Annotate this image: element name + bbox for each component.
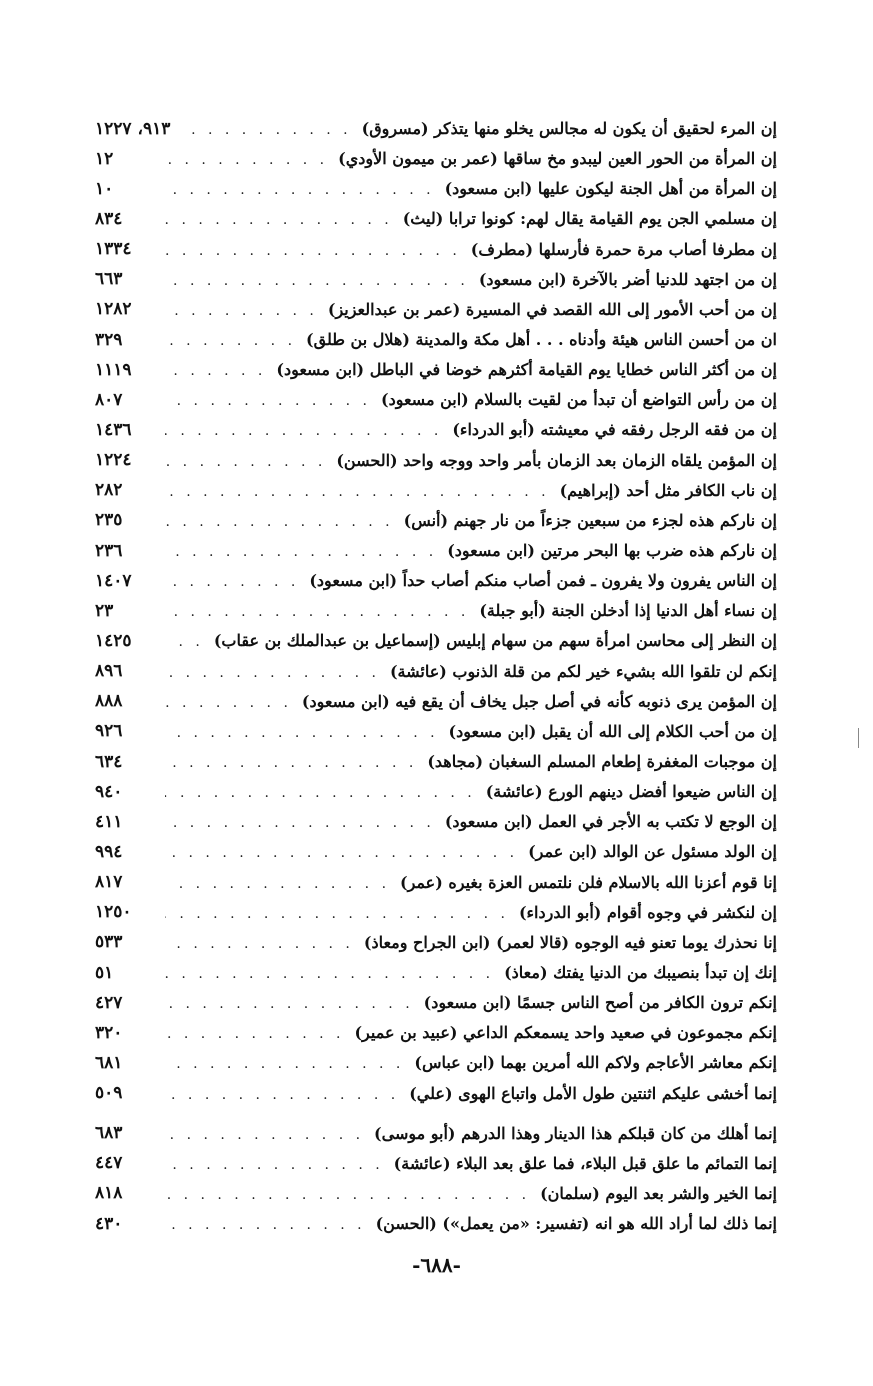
entry-text: إن من رأس التواضع أن تبدأ من لقيت بالسلام (ابن مسعود): [381, 390, 777, 410]
entry-page-ref: ٥١: [95, 962, 114, 983]
entry-page-ref: ٢٣٦: [95, 540, 123, 561]
index-entry: [95, 898, 777, 928]
index-entry: [95, 958, 777, 988]
dot-leader: [165, 242, 461, 258]
entry-page-ref: ١٢٥٠: [95, 902, 132, 923]
index-entry: [95, 747, 777, 777]
index-entry: [95, 235, 777, 265]
entry-text: إن الولد مسئول عن الوالد (ابن عمر): [528, 842, 777, 862]
dot-leader: [165, 211, 393, 227]
dot-leader: [165, 513, 394, 529]
entry-text: إنك إن تبدأ بنصيبك من الدنيا يفتك (معاذ): [504, 963, 777, 982]
entry-text: إنكم معاشر الأعاجم ولاكم الله أمرين بهما (ابن عباس): [414, 1053, 777, 1073]
index-entry: [95, 325, 777, 355]
entry-page-ref: ١٠: [95, 178, 114, 199]
entry-text: إن الناس يفرون ولا يفرون ـ فمن أصاب منكم أصاب حداً (ابن مسعود): [309, 571, 777, 591]
scan-edge-mark: [858, 728, 859, 748]
dot-leader: [165, 362, 266, 378]
entry-page-ref: ٢٨٢: [95, 480, 123, 501]
entry-text: إنما التمائم ما علق قبل البلاء، فما علق بعد البلاء (عائشة): [393, 1153, 777, 1173]
index-entry: [95, 928, 777, 958]
dot-leader: [165, 1086, 399, 1102]
entry-text: إن المؤمن يلقاه الزمان بعد الزمان بأمر واحد ووجه واحد (الحسن): [336, 450, 777, 470]
entry-text: إن مطرفا أصاب مرة حمرة فأرسلها (مطرف): [470, 239, 777, 259]
entry-page-ref: ٩٢٦: [95, 721, 123, 742]
entry-page-ref: ٨١٧: [95, 872, 123, 893]
entry-text: إنكم لن تلقوا الله بشيء خير لكم من قلة الذنوب (عائشة): [389, 661, 777, 681]
entry-page-ref: ٤١١: [95, 811, 123, 832]
index-entry: [95, 174, 777, 204]
entry-page-ref: ٩٩٤: [95, 841, 123, 862]
dot-leader: [165, 453, 326, 469]
entry-page-ref: ٣٢٩: [95, 329, 123, 350]
dot-leader: [165, 633, 204, 649]
index-entry: [95, 355, 777, 385]
entry-text: إن المؤمن يرى ذنوبه كأنه في أصل جبل يخاف أن يقع فيه (ابن مسعود): [301, 691, 777, 711]
dot-leader: [165, 392, 371, 408]
page-number: -٦٨٨-: [412, 1253, 461, 1277]
entry-page-ref: ١١١٩: [95, 359, 132, 380]
index-entry: [95, 807, 777, 837]
index-entry: [95, 1048, 777, 1078]
index-entry: [95, 1179, 777, 1209]
entry-page-ref: ٢٣: [95, 600, 114, 621]
index-entry: [95, 1018, 777, 1048]
index-entry: [95, 596, 777, 626]
index-entry: [95, 988, 777, 1018]
dot-leader: [165, 905, 509, 921]
entry-page-ref: ١٤٣٦: [95, 419, 132, 440]
entry-page-ref: ٢٣٥: [95, 510, 123, 531]
entry-text: إن من فقه الرجل رفقه في معيشته (أبو الدرداء): [452, 420, 777, 440]
entry-text: إنما ذلك لما أراد الله هو انه (تفسير: «من يعمل») (الحسن): [375, 1214, 777, 1234]
entry-page-ref: ١٤٠٧: [95, 570, 132, 591]
entry-text: إنما أهلك من كان قبلكم هذا الدينار وهذا الدرهم (أبو موسى): [374, 1123, 777, 1143]
index-entry: [95, 837, 777, 867]
entry-text: إن مسلمي الجن يوم القيامة يقال لهم: كونوا ترابا (ليث): [402, 209, 777, 229]
dot-leader: [165, 151, 328, 167]
index-entry: [95, 295, 777, 325]
dot-leader: [165, 814, 435, 830]
dot-leader: [165, 573, 299, 589]
entry-text: إن المرأة من الحور العين ليبدو مخ ساقها (عمر بن ميمون الأودي): [338, 149, 777, 169]
index-entry: [95, 476, 777, 506]
entry-text: إنما أخشى عليكم اثنتين طول الأمل واتباع الهوى (علي): [409, 1083, 777, 1103]
index-entry: [95, 506, 777, 536]
index-entry: [95, 385, 777, 415]
entry-text: إنكم مجموعون في صعيد واحد يسمعكم الداعي (عبيد بن عمير): [354, 1023, 777, 1043]
dot-leader: [165, 1156, 384, 1172]
index-entry: [95, 868, 777, 898]
dot-leader: [165, 1186, 530, 1202]
index-entry: [95, 687, 777, 717]
index-entry: [95, 777, 777, 807]
dot-leader: [165, 272, 469, 288]
entry-page-ref: ٥٠٩: [95, 1083, 123, 1104]
dot-leader: [165, 483, 550, 499]
index-entry: [95, 204, 777, 234]
dot-leader: [165, 1055, 404, 1071]
entry-page-ref: ٨١٨: [95, 1183, 123, 1204]
entry-text: إن ناب الكافر مثل أحد (إبراهيم): [559, 480, 777, 500]
entry-text: إن المرأة من أهل الجنة ليكون عليها (ابن مسعود): [444, 179, 777, 199]
index-entry: [95, 144, 777, 174]
entry-page-ref: ٤٤٧: [95, 1153, 123, 1174]
dot-leader: [165, 302, 318, 318]
dot-leader: [180, 121, 351, 137]
entry-page-ref: ١٢٢٤: [95, 450, 132, 471]
dot-leader: [165, 875, 390, 891]
dot-leader: [165, 965, 494, 981]
index-entry: [95, 415, 777, 445]
entry-page-ref: ٨٣٤: [95, 208, 123, 229]
dot-leader: [165, 1025, 344, 1041]
dot-leader: [165, 784, 476, 800]
entry-page-ref: ٦٣٤: [95, 751, 123, 772]
dot-leader: [165, 935, 354, 951]
entry-page-ref: ٦٨١: [95, 1052, 123, 1073]
dot-leader: [165, 332, 296, 348]
index-list: [95, 114, 777, 1239]
entry-page-ref: ١٢٨٢: [95, 299, 132, 320]
entry-page-ref: ٤٣٠: [95, 1213, 123, 1234]
entry-page-ref: ٨٩٦: [95, 661, 123, 682]
index-entry: [95, 1149, 777, 1179]
index-entry: [95, 1079, 777, 1109]
entry-text: إنما الخير والشر بعد اليوم (سلمان): [540, 1183, 777, 1203]
entry-page-ref: ٨٨٨: [95, 691, 123, 712]
entry-text: ان من أحسن الناس هيئة وأدناه . . . أهل مكة والمدينة (هلال بن طلق): [306, 330, 777, 350]
entry-text: إن لنكشر في وجوه أقوام (أبو الدرداء): [518, 902, 777, 922]
entry-page-ref: ٦٨٣: [95, 1123, 123, 1144]
entry-page-ref: ٣٢٠: [95, 1022, 123, 1043]
index-entry: [95, 536, 777, 566]
dot-leader: [165, 1216, 366, 1232]
index-entry: [95, 1119, 777, 1149]
index-entry: [95, 626, 777, 656]
entry-page-ref: ٩١٣، ١٢٢٧: [95, 118, 171, 139]
index-entry: [95, 446, 777, 476]
dot-leader: [165, 724, 439, 740]
entry-page-ref: ٨٠٧: [95, 389, 123, 410]
dot-leader: [165, 543, 437, 559]
dot-leader: [165, 181, 435, 197]
index-entry: [95, 566, 777, 596]
entry-page-ref: ١٢: [95, 148, 114, 169]
entry-page-ref: ٦٦٣: [95, 269, 123, 290]
entry-text: إنكم ترون الكافر من أصح الناس جسمًا (ابن مسعود): [423, 993, 777, 1013]
entry-text: إن النظر إلى محاسن امرأة سهم من سهام إبليس (إسماعيل بن عبدالملك بن عقاب): [213, 631, 777, 651]
entry-text: إن نساء أهل الدنيا إذا أدخلن الجنة (أبو جبلة): [479, 601, 777, 621]
entry-text: إن المرء لحقيق أن يكون له مجالس يخلو منها يتذكر (مسروق): [361, 119, 777, 139]
entry-text: إنا نحذرك يوما تعنو فيه الوجوه (قالا لعمر) (ابن الجراح ومعاذ): [363, 932, 777, 952]
entry-text: إن من أحب الكلام إلى الله أن يقبل (ابن مسعود): [448, 721, 777, 741]
dot-leader: [165, 995, 414, 1011]
entry-page-ref: ٤٢٧: [95, 992, 123, 1013]
dot-leader: [165, 422, 442, 438]
entry-text: إن ناركم هذه ضرب بها البحر مرتين (ابن مسعود): [447, 541, 777, 561]
index-entry: [95, 114, 777, 144]
entry-text: إنا قوم أعزنا الله بالاسلام فلن نلتمس العزة بغيره (عمر): [400, 872, 777, 892]
index-entry: [95, 657, 777, 687]
entry-text: إن موجبات المغفرة إطعام المسلم السغبان (مجاهد): [427, 752, 777, 772]
entry-text: إن من أكثر الناس خطايا يوم القيامة أكثرهم خوضا في الباطل (ابن مسعود): [276, 360, 777, 380]
index-entry: [95, 1209, 777, 1239]
dot-leader: [165, 694, 292, 710]
entry-text: إن الناس ضيعوا أفضل دينهم الورع (عائشة): [485, 782, 777, 802]
dot-leader: [165, 664, 380, 680]
dot-leader: [165, 844, 518, 860]
entry-page-ref: ٩٤٠: [95, 781, 123, 802]
entry-text: إن ناركم هذه لجزء من سبعين جزءاً من نار جهنم (أنس): [403, 510, 777, 530]
entry-text: إن من اجتهد للدنيا أضر بالآخرة (ابن مسعود): [478, 269, 777, 289]
dot-leader: [165, 1126, 364, 1142]
dot-leader: [165, 754, 417, 770]
index-entry: [95, 265, 777, 295]
entry-text: إن من أحب الأمور إلى الله القصد في المسيرة (عمر بن عبدالعزيز): [327, 299, 777, 319]
entry-page-ref: ١٤٢٥: [95, 630, 132, 651]
entry-page-ref: ١٣٣٤: [95, 239, 132, 260]
entry-page-ref: ٥٣٣: [95, 932, 123, 953]
dot-leader: [165, 603, 469, 619]
entry-text: إن الوجع لا تكتب به الأجر في العمل (ابن مسعود): [444, 812, 777, 832]
index-entry: [95, 717, 777, 747]
